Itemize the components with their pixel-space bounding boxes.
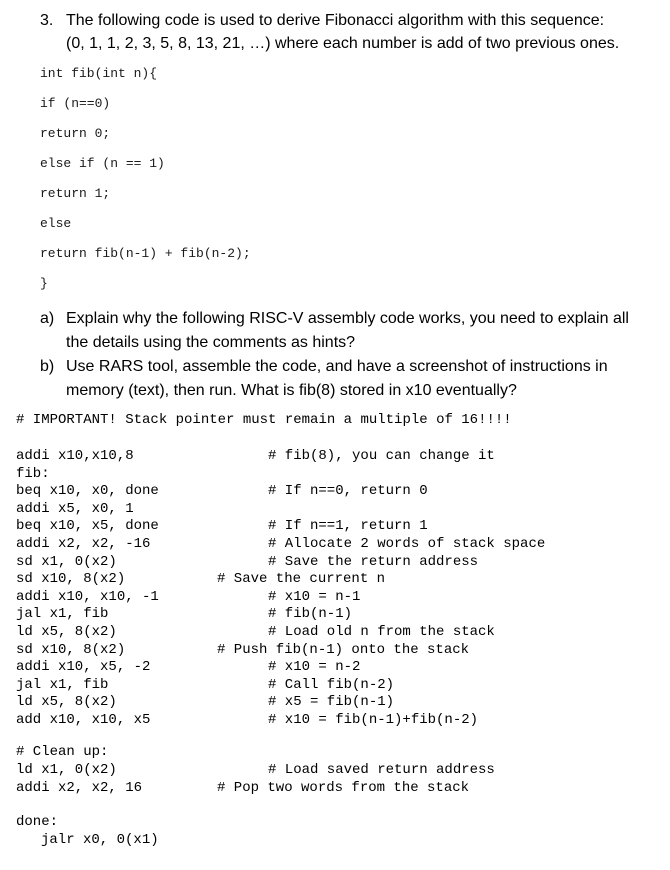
part-b-label: b) — [40, 358, 55, 375]
asm-comment: # Save the return address — [268, 553, 479, 570]
asm-instruction: beq x10, x0, done — [16, 483, 159, 500]
asm-instruction: fib: — [16, 465, 50, 482]
c-code-line: else — [40, 216, 72, 231]
asm-instruction: addi x2, x2, -16 — [16, 536, 151, 552]
asm-comment: # Allocate 2 words of stack space — [268, 536, 546, 552]
asm-comment: # Load old n from the stack — [268, 624, 495, 640]
part-a-line-1: Explain why the following RISC-V assembly code works, you need to explain all — [66, 310, 629, 327]
asm-instruction: ld x1, 0(x2) — [16, 762, 117, 778]
asm-instruction: sd x10, 8(x2) — [16, 571, 126, 588]
part-a-label: a) — [40, 310, 55, 327]
c-code-line: return fib(n-1) + fib(n-2); — [40, 246, 251, 261]
asm-comment: # x10 = n-2 — [268, 659, 361, 676]
asm-comment: # fib(n-1) — [268, 606, 353, 623]
c-code-line: return 0; — [40, 126, 111, 141]
asm-comment: # x10 = fib(n-1)+fib(n-2) — [268, 712, 479, 728]
question-number: 3. — [40, 12, 54, 29]
asm-comment: # Save the current n — [217, 571, 386, 588]
c-code-line: if (n==0) — [40, 96, 111, 111]
c-code-line: return 1; — [40, 186, 111, 201]
done-label: done: — [16, 814, 59, 830]
asm-instruction: sd x10, 8(x2) — [16, 641, 126, 658]
important-note: # IMPORTANT! Stack pointer must remain a multiple of 16!!!! — [16, 412, 512, 428]
asm-instruction: addi x5, x0, 1 — [16, 500, 134, 517]
asm-comment: # Load saved return address — [268, 762, 495, 778]
part-b-line-1: Use RARS tool, assemble the code, and have a screenshot of instructions in — [66, 358, 608, 375]
asm-instruction: ld x5, 8(x2) — [16, 694, 117, 711]
asm-comment: # If n==0, return 0 — [268, 483, 428, 500]
asm-instruction: addi x10, x10, -1 — [16, 588, 159, 605]
asm-comment: # Pop two words from the stack — [217, 779, 470, 796]
c-code-line: } — [40, 276, 48, 291]
asm-instruction: jal x1, fib — [16, 606, 109, 623]
asm-comment: # x10 = n-1 — [268, 588, 361, 605]
asm-comment: # x5 = fib(n-1) — [268, 694, 395, 711]
asm-comment: # If n==1, return 1 — [268, 518, 428, 535]
part-b-line-2: memory (text), then run. What is fib(8) stored in x10 eventually? — [66, 382, 517, 399]
question-text-line-1: The following code is used to derive Fibonacci algorithm with this sequence: — [66, 12, 605, 29]
asm-comment: # fib(8), you can change it — [268, 448, 495, 464]
asm-instruction: beq x10, x5, done — [16, 518, 159, 535]
part-a-line-2: the details using the comments as hints? — [66, 334, 356, 351]
done-instruction: jalr x0, 0(x1) — [41, 832, 159, 848]
c-code-line: else if (n == 1) — [40, 156, 165, 171]
asm-comment: # Push fib(n-1) onto the stack — [217, 641, 470, 658]
asm-instruction: ld x5, 8(x2) — [16, 624, 117, 640]
asm-comment: # Call fib(n-2) — [268, 676, 395, 693]
asm-instruction: addi x10,x10,8 — [16, 448, 134, 464]
asm-instruction: sd x1, 0(x2) — [16, 553, 117, 570]
asm-instruction: jal x1, fib — [16, 676, 109, 693]
cleanup-label: # Clean up: — [16, 744, 109, 760]
asm-instruction: add x10, x10, x5 — [16, 712, 151, 728]
asm-instruction: addi x10, x5, -2 — [16, 659, 151, 676]
c-code-line: int fib(int n){ — [40, 66, 158, 81]
asm-instruction: addi x2, x2, 16 — [16, 779, 143, 796]
question-text-line-2: (0, 1, 1, 2, 3, 5, 8, 13, 21, …) where each number is add of two previous ones. — [66, 35, 620, 52]
